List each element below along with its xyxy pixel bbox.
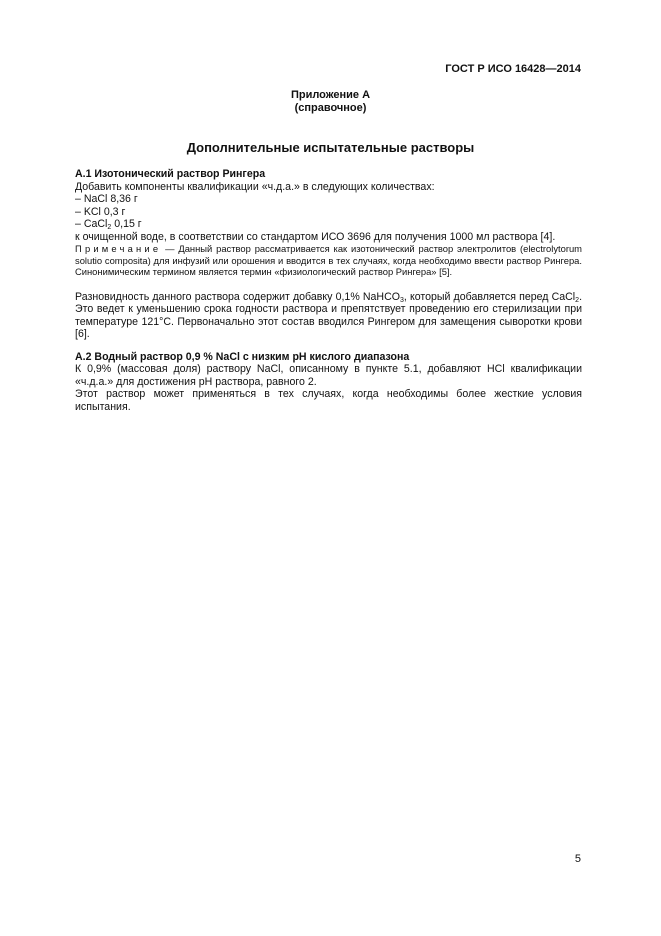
section-a1-heading: А.1 Изотонический раствор Рингера (75, 168, 266, 180)
note-label: Примечание (75, 243, 162, 254)
variant-paragraph: Разновидность данного раствора содержит добавку 0,1% NaHCO$_3$, который добавляется перед CaCl$_2$. Это ведет к уменьшению срока годности раствора и препятствует проведению его стерилизации при температуре 121°C. Первоначально этот состав вводился Рингером для замещения сыворотки крови [6]. (75, 290, 583, 340)
spacer (75, 278, 582, 291)
component-cacl2: – CaCl$_2$ 0,15 г (75, 218, 142, 231)
standard-number: ГОСТ Р ИСО 16428—2014 (445, 63, 581, 75)
annex-title: Приложение А (290, 89, 371, 101)
spacer (75, 341, 582, 351)
section-a2-text2: Этот раствор может применяться в тех случаях, когда необходимы более жесткие условия испытания. (75, 388, 582, 413)
page-number: 5 (574, 853, 581, 865)
page-title: Дополнительные испытательные растворы (186, 140, 475, 155)
section-a2-text1: К 0,9% (массовая доля) раствору NaCl, описанному в пункте 5.1, добавляют HCl квалификации «ч.д.а.» для достижения рН раствора, равного 2. (75, 363, 582, 388)
annex-heading (0, 89, 661, 115)
document-body (75, 168, 582, 413)
component-kcl: – KCl 0,3 г (75, 205, 126, 218)
note (75, 243, 582, 278)
section-a1-intro: Добавить компоненты квалификации «ч.д.а.» в следующих количествах: (75, 180, 435, 193)
note-text: — Данный раствор рассматривается как изотонический раствор электролитов (electrolytorum solutio composita) для инфузий или орошения и вводится в тех случаях, когда необходимо ввести раствор Рингера. Синонимическим термином является термин «физиологический раствор Рингера» [5]. (75, 243, 582, 277)
section-a2-heading: А.2 Водный раствор 0,9 % NaCl с низким рН кислого диапазона (75, 350, 410, 363)
component-nacl: – NaCl 8,36 г (75, 193, 138, 205)
annex-kind: (справочное) (294, 102, 367, 114)
water-line: к очищенной воде, в соответствии со стандартом ИСО 3696 для получения 1000 мл раствора [4]. (75, 230, 556, 243)
